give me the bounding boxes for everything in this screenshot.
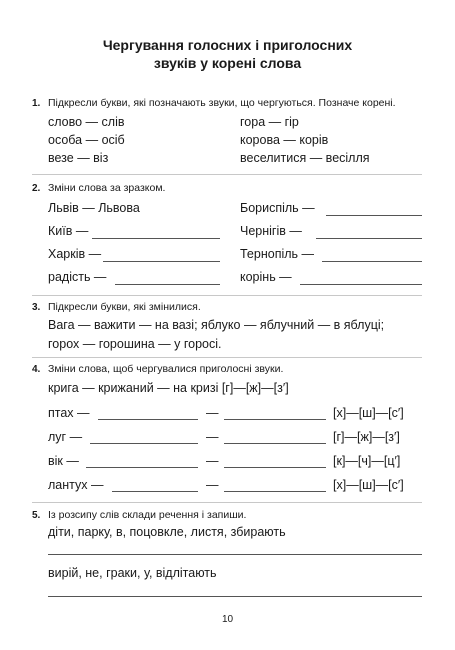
answer-line[interactable] <box>224 443 326 444</box>
separator <box>32 502 422 503</box>
task1-left-2: особа — осіб <box>48 133 125 147</box>
answer-line[interactable] <box>103 261 220 262</box>
page-title-line2: звуків у корені слова <box>153 55 302 71</box>
separator <box>32 295 422 296</box>
task4-sounds-4: [х]—[ш]—[с′] <box>333 478 404 492</box>
task2-right-1: Бориспіль — <box>240 201 315 215</box>
task3-line2: горох — горошина — у горосі. <box>48 337 222 351</box>
answer-line[interactable] <box>48 554 422 555</box>
task4-word-3: вік — <box>48 454 79 468</box>
task2-number: 2. <box>32 183 41 194</box>
answer-line[interactable] <box>92 238 220 239</box>
task2-right-3: Тернопіль — <box>240 247 315 261</box>
answer-line[interactable] <box>300 284 422 285</box>
answer-line[interactable] <box>98 419 198 420</box>
answer-line[interactable] <box>112 491 198 492</box>
task3-line1: Вага — важити — на вазі; яблуко — яблучний — в яблуці; <box>48 318 385 332</box>
task4-instruction: Зміни слова, щоб чергувалися приголосні звуки. <box>48 363 284 375</box>
answer-line[interactable] <box>224 491 326 492</box>
task4-example: крига — крижаний — на кризі [г]—[ж]—[з′] <box>48 381 289 395</box>
task2-right-2: Чернігів — <box>240 224 302 238</box>
separator <box>32 174 422 175</box>
page-title-line1: Чергування голосних і приголосних <box>102 37 353 53</box>
task4-dash: — <box>206 406 219 420</box>
answer-line[interactable] <box>322 261 422 262</box>
task1-right-3: веселитися — весілля <box>240 151 370 165</box>
page-number: 10 <box>221 614 234 625</box>
task2-left-4: радість — <box>48 270 107 284</box>
task3-instruction: Підкресли букви, які змінилися. <box>48 301 201 313</box>
answer-line[interactable] <box>115 284 220 285</box>
task4-dash: — <box>206 478 219 492</box>
task5-line1: діти, парку, в, поцовкле, листя, збирають <box>48 525 286 539</box>
task4-sounds-1: [х]—[ш]—[с′] <box>333 406 404 420</box>
task3-number: 3. <box>32 302 41 313</box>
task2-left-3: Харків — <box>48 247 102 261</box>
task4-number: 4. <box>32 364 41 375</box>
task1-instruction: Підкресли букви, які позначають звуки, що чергуються. Позначе корені. <box>48 97 396 109</box>
task1-right-2: корова — корів <box>240 133 329 147</box>
task2-right-4: корінь — <box>240 270 292 284</box>
task4-word-1: птах — <box>48 406 90 420</box>
task2-left-1: Львів — Львова <box>48 201 140 215</box>
answer-line[interactable] <box>316 238 422 239</box>
task1-right-1: гора — гір <box>240 115 299 129</box>
task4-sounds-2: [г]—[ж]—[з′] <box>333 430 400 444</box>
task1-left-3: везе — віз <box>48 151 109 165</box>
answer-line[interactable] <box>90 443 198 444</box>
answer-line[interactable] <box>224 419 326 420</box>
task2-left-2: Київ — <box>48 224 89 238</box>
task5-line2: вирій, не, граки, у, відлітають <box>48 566 217 580</box>
answer-line[interactable] <box>326 215 422 216</box>
task4-dash: — <box>206 430 219 444</box>
task5-number: 5. <box>32 510 41 521</box>
answer-line[interactable] <box>224 467 326 468</box>
task4-sounds-3: [к]—[ч]—[ц′] <box>333 454 401 468</box>
answer-line[interactable] <box>48 596 422 597</box>
task4-dash: — <box>206 454 219 468</box>
task5-instruction: Із розсипу слів склади речення і запиши. <box>48 509 247 521</box>
task1-left-1: слово — слів <box>48 115 125 129</box>
task2-instruction: Зміни слова за зразком. <box>48 182 166 194</box>
answer-line[interactable] <box>86 467 198 468</box>
task4-word-2: луг — <box>48 430 83 444</box>
task4-word-4: лантух — <box>48 478 104 492</box>
separator <box>32 357 422 358</box>
task1-number: 1. <box>32 98 41 109</box>
